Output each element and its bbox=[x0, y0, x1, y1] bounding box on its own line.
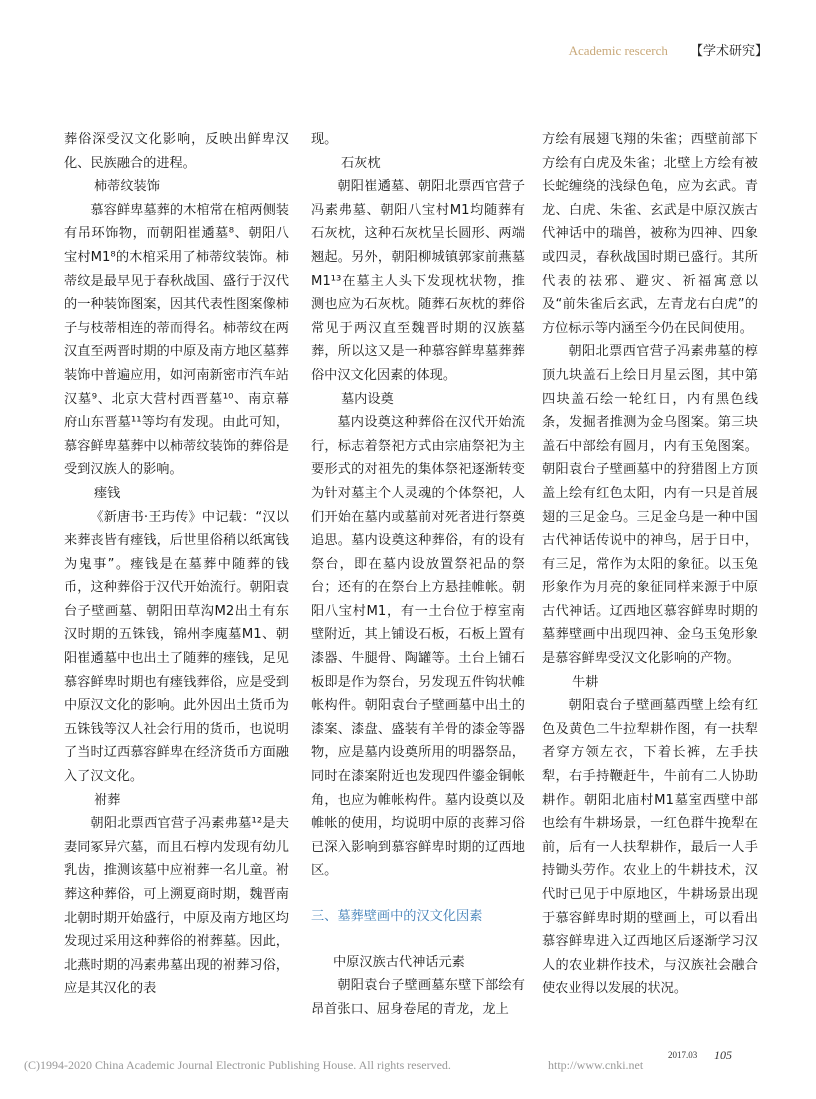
section-heading: 三、墓葬壁画中的汉文化因素 bbox=[311, 909, 483, 924]
paragraph: 慕容鲜卑墓葬的木棺常在棺两侧装有吊环饰物，而朝阳崔遹墓⁸、朝阳八宝村M1⁸的木棺采用了柿蒂纹装饰。柿蒂纹是最早见于春秋战国、盛行于汉代的一种装饰图案，因其代表性图案像柿子与枝蒂相连的蒂而得名。柿蒂纹在两汉直至两晋时期的中原及南方地区墓葬装饰中普遍应用，如河南新密市汽车站汉墓⁹、北京大营村西晋墓¹⁰、南京幕府山东晋墓¹¹等均有发现。由此可知，慕容鲜卑墓葬中以柿蒂纹装饰的葬俗是受到汉族人的影响。 bbox=[64, 202, 289, 478]
footer-url: http://www.cnki.net bbox=[548, 1058, 644, 1072]
section-title-cn: 【学术研究】 bbox=[689, 44, 768, 59]
paragraph: 朝阳袁台子壁画墓东壁下部绘有昂首张口、屈身卷尾的青龙，龙上 bbox=[311, 978, 525, 1017]
paragraph: 墓内设奠这种葬俗在汉代开始流行，标志着祭祀方式由宗庙祭祀为主要形式的对祖先的集体祭祀逐渐转变为针对墓主个人灵魂的个体祭祀，人们开始在墓内或墓前对死者进行祭奠追思。墓内设奠这种葬俗，有的设有祭台，即在墓内设放置祭祀品的祭台；还有的在祭台上方悬挂帷帐。朝阳八宝村M1，有一土台位于椁室南壁附近，其上铺设石板，石板上置有漆器、牛腿骨、陶罐等。土台上铺石板即是作为祭台，另发现五件钩状帷帐构件。朝阳袁台子壁画墓中出土的漆案、漆盘、盛装有羊骨的漆金等器物，应是墓内设奠所用的明器祭品，同时在漆案附近也发现四件鎏金铜帐角，也应为帷帐构件。墓内设奠以及帷帐的使用，均说明中原的丧葬习俗已深入影响到慕容鲜卑时期的辽西地区。 bbox=[311, 415, 525, 879]
paragraph: 朝阳崔遹墓、朝阳北票西官营子冯素弗墓、朝阳八宝村M1均随葬有石灰枕，这种石灰枕呈长圆形、两端翘起。另外，朝阳柳城镇郭家前燕墓M1¹³在墓主人头下发现枕状物，推测也应为石灰枕。随葬石灰枕的葬俗常见于两汉直至魏晋时期的汉族墓葬，所以这又是一种慕容鲜卑墓葬葬俗中汉文化因素的体现。 bbox=[311, 179, 525, 383]
subheading: 瘗钱 bbox=[94, 485, 121, 501]
column-left bbox=[64, 128, 289, 1001]
subheading: 祔葬 bbox=[94, 792, 121, 808]
running-header bbox=[569, 40, 768, 59]
page-number: 105 bbox=[714, 1048, 732, 1062]
paragraph: 方绘有展翅飞翔的朱雀；西壁前部下方绘有白虎及朱雀；北壁上方绘有被长蛇缠绕的浅绿色龟，应为玄武。青龙、白虎、朱雀、玄武是中原汉族古代神话中的瑞兽，被称为四神、四象或四灵，春秋战国时期已盛行。其所代表的祛邪、避灾、祈福寓意以及“前朱雀后玄武，左青龙右白虎”的方位标示等内涵至今仍在民间使用。 bbox=[542, 132, 758, 336]
section-title-en: Academic rescerch bbox=[568, 43, 668, 58]
copyright-notice: (C)1994-2020 China Academic Journal Electronic Publishing House. All rights reserved. bbox=[24, 1058, 451, 1072]
issue-number: 2017.03 bbox=[668, 1050, 698, 1060]
subheading: 牛耕 bbox=[572, 674, 599, 690]
paragraph: 《新唐书·王玙传》中记载：“汉以来葬丧皆有瘗钱，后世里俗稍以纸寓钱为鬼事”。瘗钱是在墓葬中随葬的钱币，这种葬俗于汉代开始流行。朝阳袁台子壁画墓、朝阳田草沟M2出土有东汉时期的五铢钱，锦州李廆墓M1、朝阳崔遹墓中也出土了随葬的瘗钱，足见慕容鲜卑时期也有瘗钱葬俗，应是受到中原汉文化的影响。此外因出土货币为五铢钱等汉人社会行用的货币，也说明了当时辽西慕容鲜卑在经济货币方面融入了汉文化。 bbox=[64, 509, 289, 785]
subheading: 墓内设奠 bbox=[341, 391, 394, 407]
subheading: 石灰枕 bbox=[341, 155, 381, 171]
paragraph: 朝阳北票西官营子冯素弗墓¹²是夫妻同冢异穴墓，而且石椁内发现有幼儿乳齿，推测该墓中应祔葬一名儿童。祔葬这种葬俗，可上溯夏商时期，魏晋南北朝时期开始盛行，中原及南方地区均发现过采用这种葬俗的祔葬墓。因此，北燕时期的冯素弗墓出现的祔葬习俗，应是其汉化的表 bbox=[64, 816, 289, 997]
subheading: 中原汉族古代神话元素 bbox=[333, 954, 465, 970]
paragraph: 朝阳袁台子壁画墓西壁上绘有红色及黄色二牛拉犁耕作图，有一扶犁者穿方领左衣，下着长裤，左手扶犁，右手持鞭赶牛，牛前有二人协助耕作。朝阳北庙村M1墓室西壁中部也绘有牛耕场景，一红色群牛挽犁在前，后有一人扶犁耕作，最后一人手持锄头劳作。农业上的牛耕技术，汉代时已见于中原地区，牛耕场景出现于慕容鲜卑时期的壁画上，可以看出慕容鲜卑进入辽西地区后逐渐学习汉人的农业耕作技术，与汉族社会融合使农业得以发展的状况。 bbox=[542, 698, 758, 997]
column-right bbox=[542, 128, 758, 1001]
subheading: 柿蒂纹装饰 bbox=[94, 179, 160, 195]
paragraph: 葬俗深受汉文化影响，反映出鲜卑汉化、民族融合的进程。 bbox=[64, 132, 289, 171]
paragraph: 朝阳北票西官营子冯素弗墓的椁顶九块盖石上绘日月星云图，其中第四块盖石绘一轮红日，内有黑色线条，发掘者推测为金乌图案。第三块盖石中部绘有圆月，内有玉兔图案。朝阳袁台子壁画墓中的狩猎图上方顶盖上绘有红色太阳，内有一只是首展翅的三足金乌。三足金乌是一种中国古代神话传说中的神鸟，居于日中，有三足，常作为太阳的象征。以玉兔形象作为月亮的象征同样来源于中原古代神话。辽西地区慕容鲜卑时期的墓葬壁画中出现四神、金乌玉兔形象是慕容鲜卑受汉文化影响的产物。 bbox=[542, 344, 758, 667]
paragraph: 现。 bbox=[311, 132, 338, 147]
column-middle bbox=[311, 128, 525, 1021]
